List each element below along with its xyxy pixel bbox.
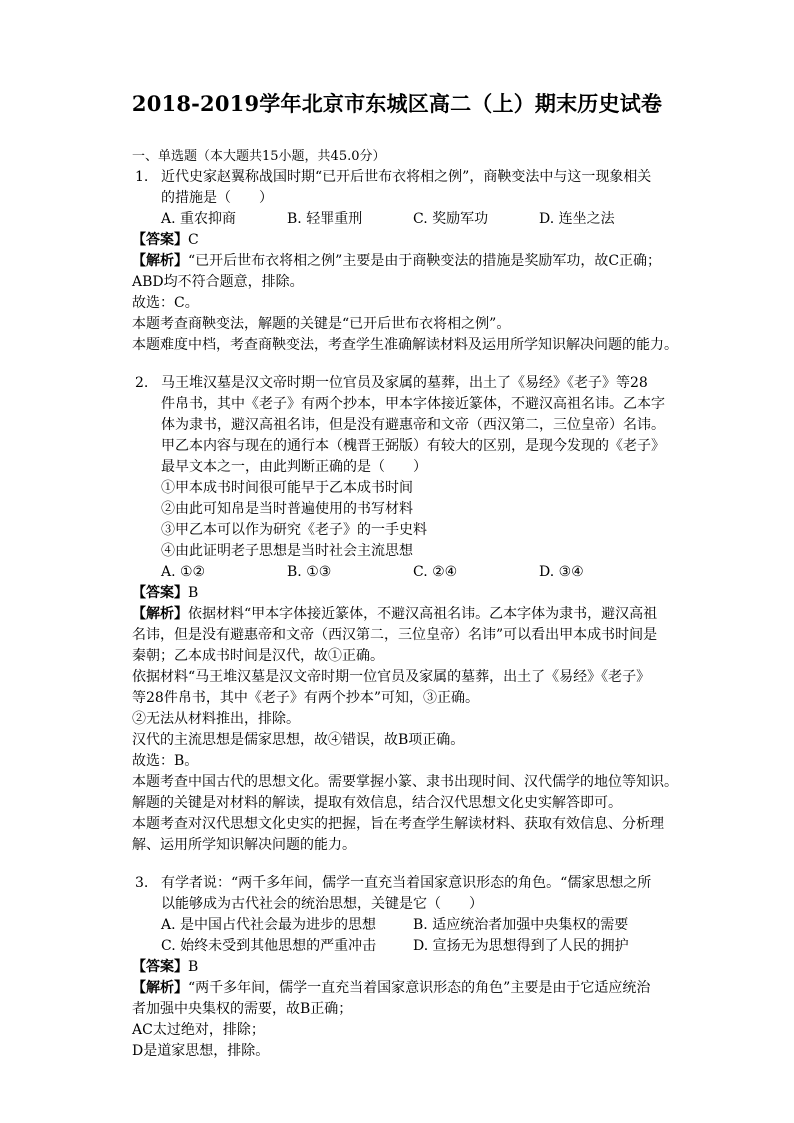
- analysis-line: D是道家思想，排除。: [132, 1043, 270, 1059]
- answer-label: 【答案】: [132, 585, 188, 601]
- statement-3: ③甲乙本可以作为研究《老子》的一手史料: [161, 522, 427, 538]
- question-number: 1.: [135, 169, 149, 185]
- question-1: [132, 167, 678, 356]
- options-row: [132, 562, 672, 583]
- option-d: D. ③④: [539, 564, 584, 580]
- analysis-line: AC太过绝对，排除；: [132, 1022, 265, 1038]
- analysis-line: 本题考查商鞅变法，解题的关键是“已开后世布衣将相之例”。: [132, 316, 511, 332]
- analysis-line: 等28件帛书，其中《老子》有两个抄本”可知，③正确。: [132, 690, 479, 706]
- question-2: [132, 373, 678, 856]
- analysis-line: 本题考查对汉代思想文化史实的把握，旨在考查学生解读材料、获取有效信息、分析理: [132, 816, 664, 832]
- answer-label: 【答案】: [132, 232, 188, 248]
- answer-value: B: [188, 585, 199, 601]
- analysis-line: 本题考查中国古代的思想文化。需要掌握小篆、隶书出现时间、汉代儒学的地位等知识。: [132, 774, 678, 790]
- analysis-text: “两千多年间，儒学一直充当着国家意识形态的角色”主要是由于它适应统治: [188, 980, 651, 996]
- analysis-line: 者加强中央集权的需要，故B正确；: [132, 1001, 353, 1017]
- page-title: 2018-2019学年北京市东城区高二（上）期末历史试卷: [131, 91, 663, 116]
- analysis-text: 依据材料“甲本字体接近篆体，不避汉高祖名讳。乙本字体为隶书，避汉高祖: [188, 606, 658, 622]
- analysis-line: 汉代的主流思想是儒家思想，故④错误，故B项正确。: [132, 732, 465, 748]
- analysis-line: 秦朝；乙本成书时间是汉代，故①正确。: [132, 648, 384, 664]
- question-stem-line: 马王堆汉墓是汉文帝时期一位官员及家属的墓葬，出土了《易经》《老子》等28: [161, 375, 648, 391]
- answer-line: [132, 957, 672, 978]
- answer-label: 【答案】: [132, 959, 188, 975]
- question-stem-line: 体为隶书，避汉高祖名讳，但是没有避惠帝和文帝（西汉第二，三位皇帝）名讳。: [161, 417, 665, 433]
- analysis-line: 本题难度中档，考查商鞅变法，考查学生准确解读材料及运用所学知识解决问题的能力。: [132, 337, 678, 353]
- option-c: C. 始终未受到其他思想的严重冲击: [161, 938, 377, 954]
- options-row: [132, 915, 672, 936]
- option-c: C. 奖励军功: [413, 211, 489, 227]
- option-c: C. ②④: [413, 564, 458, 580]
- question-number: 3.: [135, 875, 149, 891]
- analysis-line: ABD均不符合题意，排除。: [132, 274, 304, 290]
- question-stem-line: 以能够成为古代社会的统治思想，关键是它（ ）: [161, 896, 483, 912]
- analysis-label: 【解析】: [132, 253, 188, 269]
- question-stem-line: 甲乙本内容与现在的通行本（槐晋王弼版）有较大的区别，是现今发现的《老子》: [161, 438, 665, 454]
- question-stem-line: 最早文本之一，由此判断正确的是（ ）: [161, 459, 427, 475]
- analysis-line: [132, 978, 672, 999]
- answer-value: C: [188, 232, 199, 248]
- analysis-line: 故选：B。: [132, 753, 199, 769]
- answer-line: [132, 583, 672, 604]
- option-b: B. ①③: [287, 564, 332, 580]
- question-stem-line: 的措施是（ ）: [161, 190, 273, 206]
- question-number: 2.: [135, 375, 149, 391]
- analysis-line: 解题的关键是对材料的解读，提取有效信息，结合汉代思想文化史实解答即可。: [132, 795, 622, 811]
- option-a: A. 是中国占代社会最为进步的思想: [161, 917, 377, 933]
- option-a: A. 重农抑商: [161, 211, 237, 227]
- answer-value: B: [188, 959, 199, 975]
- question-stem-line: 有学者说：“两千多年间，儒学一直充当着国家意识形态的角色。“儒家思想之所: [161, 875, 652, 891]
- statement-4: ④由此证明老子思想是当时社会主流思想: [161, 543, 413, 559]
- analysis-line: [132, 604, 672, 625]
- option-a: A. ①②: [161, 564, 206, 580]
- analysis-line: [132, 251, 672, 272]
- options-row: [132, 936, 672, 957]
- analysis-text: “已开后世布衣将相之例”主要是由于商鞅变法的措施是奖励军功，故C正确；: [188, 253, 662, 269]
- answer-line: [132, 230, 672, 251]
- analysis-line: 名讳，但是没有避惠帝和文帝（西汉第二，三位皇帝）名讳”可以看出甲本成书时间是: [132, 627, 658, 643]
- statement-2: ②由此可知帛是当时普遍使用的书写材料: [161, 501, 413, 517]
- option-d: D. 连坐之法: [539, 211, 615, 227]
- analysis-line: 解、运用所学知识解决问题的能力。: [132, 837, 356, 853]
- analysis-line: ②无法从材料推出，排除。: [132, 711, 300, 727]
- option-b: B. 适应统治者加强中央集权的需要: [413, 917, 629, 933]
- analysis-label: 【解析】: [132, 980, 188, 996]
- analysis-label: 【解析】: [132, 606, 188, 622]
- analysis-line: 依据材料“马王堆汉墓是汉文帝时期一位官员及家属的墓葬，出土了《易经》《老子》: [132, 669, 651, 685]
- question-stem-line: 近代史家赵翼称战国时期“已开后世布衣将相之例”，商鞅变法中与这一现象相关: [161, 169, 652, 185]
- section-heading: 一、单选题（本大题共15小题，共45.0分）: [132, 149, 386, 164]
- option-b: B. 轻罪重刑: [287, 211, 363, 227]
- exam-content: [132, 146, 678, 1062]
- statement-1: ①甲本成书时间很可能早于乙本成书时间: [161, 480, 413, 496]
- analysis-line: 故选：C。: [132, 295, 199, 311]
- option-d: D. 宣扬无为思想得到了人民的拥护: [413, 938, 629, 954]
- options-row: [132, 209, 672, 230]
- question-3: [132, 873, 672, 1062]
- question-stem-line: 件帛书，其中《老子》有两个抄本，甲本字体接近篆体，不避汉高祖名讳。乙本字: [161, 396, 665, 412]
